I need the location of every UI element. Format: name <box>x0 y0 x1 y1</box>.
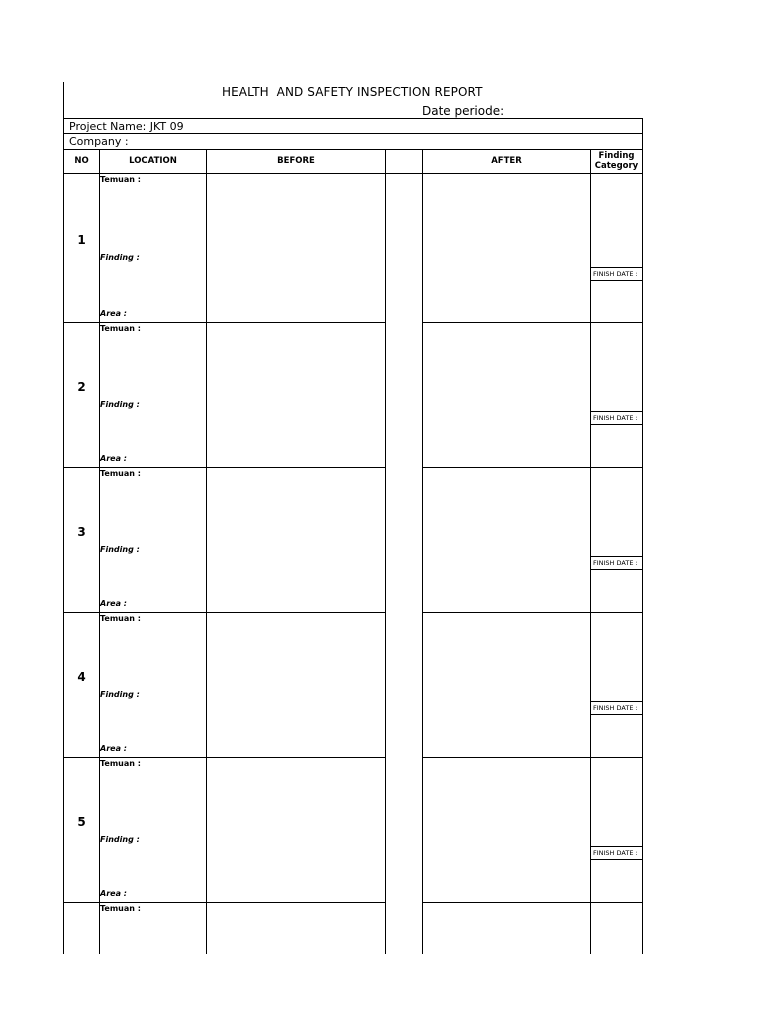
finish-date-label: FINISH DATE : <box>593 849 638 857</box>
finish-date-divider <box>590 846 643 847</box>
row-number: 1 <box>77 233 86 247</box>
finding-label: Finding : <box>100 253 140 262</box>
finding-label: Finding : <box>100 835 140 844</box>
finish-date-divider <box>590 280 643 281</box>
finish-date-label: FINISH DATE : <box>593 270 638 278</box>
report-title: HEALTH AND SAFETY INSPECTION REPORT <box>222 85 483 99</box>
area-label: Area : <box>100 889 127 898</box>
row-border <box>422 612 643 613</box>
row-border <box>422 467 643 468</box>
area-label: Area : <box>100 744 127 753</box>
finish-date-divider <box>590 569 643 570</box>
temuan-label: Temuan : <box>100 904 141 913</box>
area-label: Area : <box>100 599 127 608</box>
header-no: NO <box>74 156 89 166</box>
header-finding-category <box>591 151 642 171</box>
finish-date-divider <box>590 714 643 715</box>
temuan-label: Temuan : <box>100 614 141 623</box>
finish-date-divider <box>590 411 643 412</box>
temuan-label: Temuan : <box>100 759 141 768</box>
finding-label: Finding : <box>100 690 140 699</box>
temuan-label: Temuan : <box>100 175 141 184</box>
finding-label: Finding : <box>100 400 140 409</box>
finish-date-divider <box>590 556 643 557</box>
area-label: Area : <box>100 454 127 463</box>
finish-date-divider <box>590 859 643 860</box>
row-number: 2 <box>77 380 86 394</box>
row-number: 3 <box>77 525 86 539</box>
row-border <box>63 322 386 323</box>
finish-date-label: FINISH DATE : <box>593 559 638 567</box>
divider <box>63 118 643 119</box>
project-name: Project Name: JKT 09 <box>69 120 184 133</box>
header-finding-category-line1: Finding <box>598 151 635 161</box>
finish-date-divider <box>590 267 643 268</box>
row-border <box>422 902 643 903</box>
finish-date-label: FINISH DATE : <box>593 704 638 712</box>
row-border <box>63 757 386 758</box>
area-label: Area : <box>100 309 127 318</box>
finish-date-divider <box>590 424 643 425</box>
finding-label: Finding : <box>100 545 140 554</box>
company: Company : <box>69 135 129 148</box>
row-border <box>63 612 386 613</box>
finish-date-label: FINISH DATE : <box>593 414 638 422</box>
temuan-label: Temuan : <box>100 469 141 478</box>
header-before: BEFORE <box>277 156 315 166</box>
column-line-before <box>206 149 207 954</box>
header-location: LOCATION <box>129 156 177 166</box>
divider <box>63 173 643 174</box>
header-finding-category-line2: Category <box>594 161 639 171</box>
finish-date-divider <box>590 701 643 702</box>
column-line-category <box>590 149 591 954</box>
row-number: 4 <box>77 670 86 684</box>
row-border <box>422 757 643 758</box>
temuan-label: Temuan : <box>100 324 141 333</box>
row-number: 5 <box>77 815 86 829</box>
row-border <box>63 902 386 903</box>
sheet-right-border <box>642 118 643 954</box>
divider <box>63 133 643 134</box>
column-line-gap-left <box>385 149 386 954</box>
header-after: AFTER <box>491 156 522 166</box>
row-border <box>63 467 386 468</box>
column-line-after <box>422 149 423 954</box>
divider <box>63 149 643 150</box>
row-border <box>422 322 643 323</box>
date-periode-label: Date periode: <box>422 104 505 118</box>
